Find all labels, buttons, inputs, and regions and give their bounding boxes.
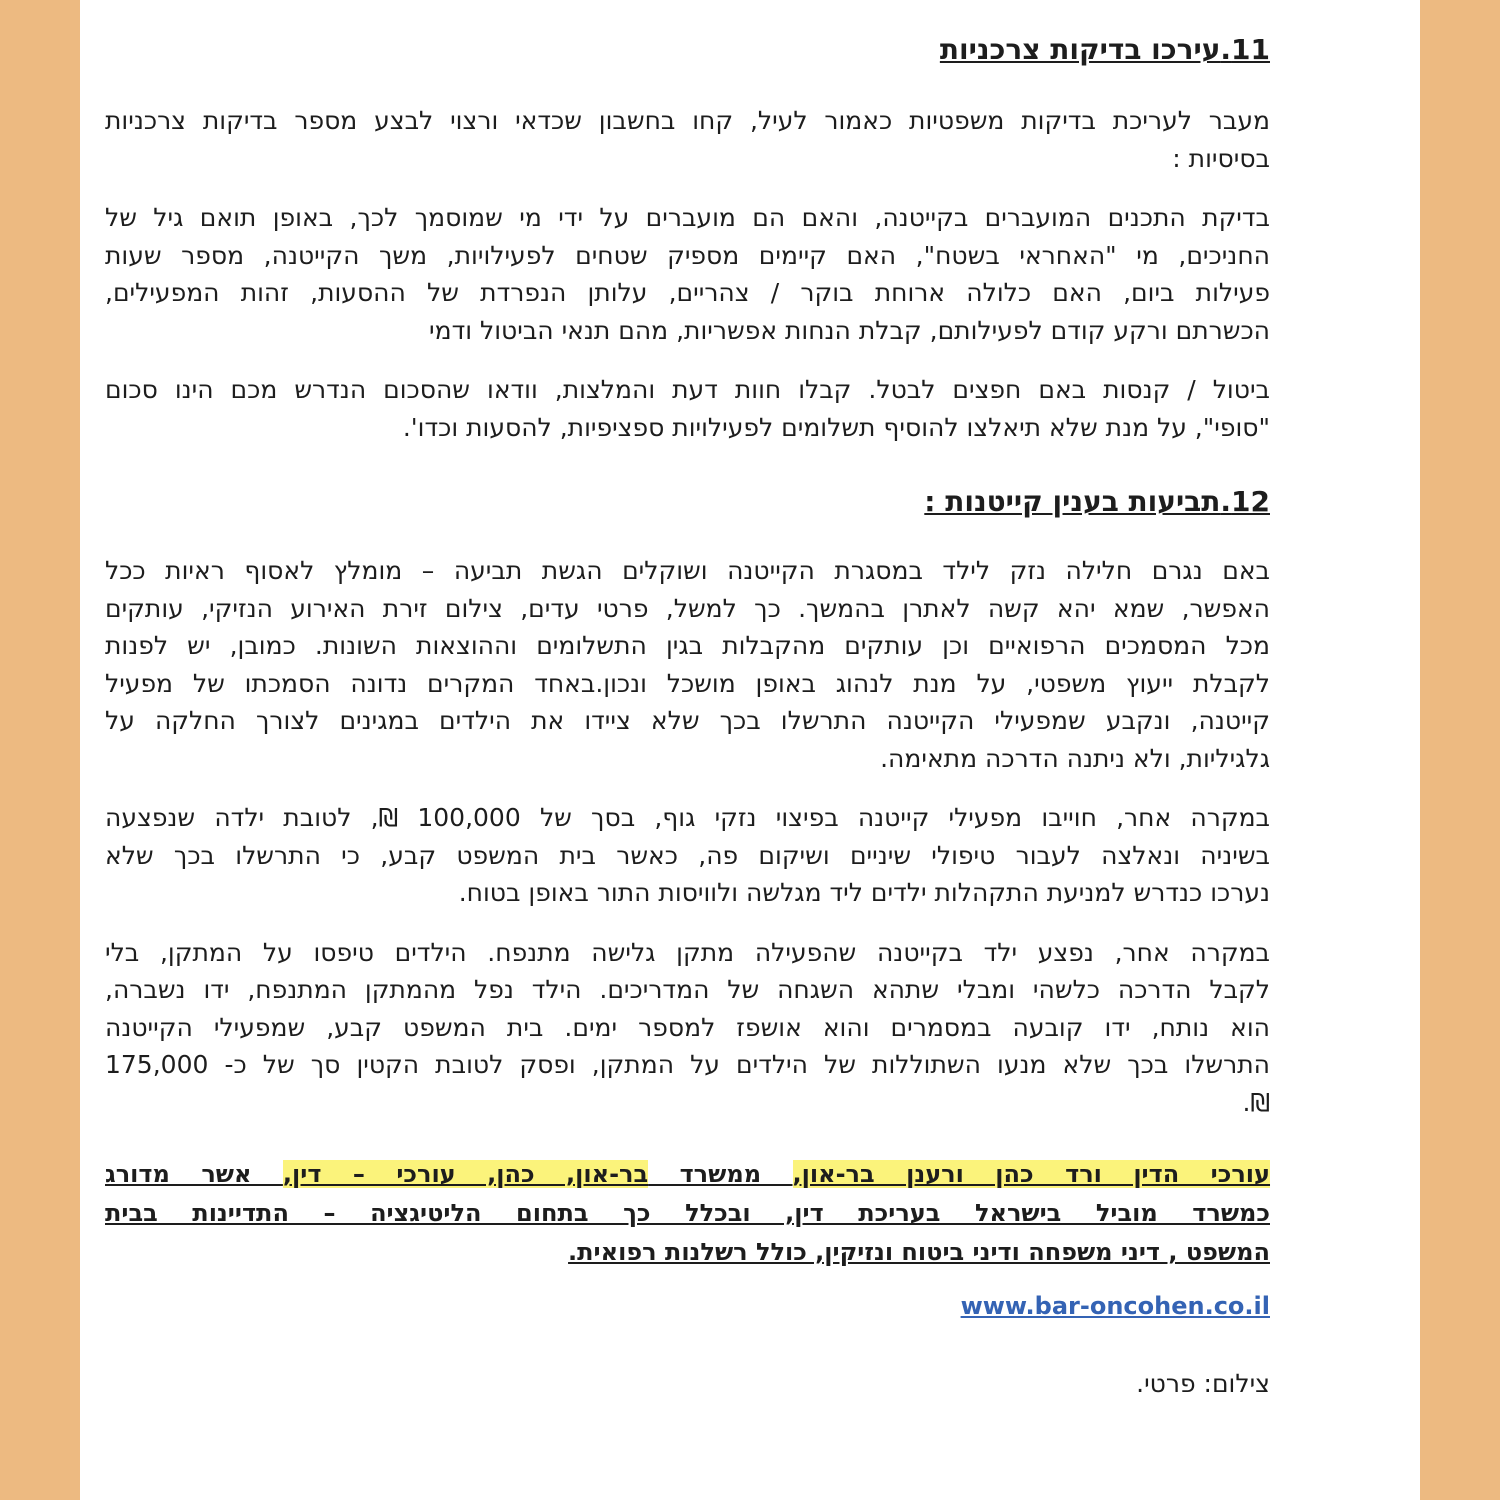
text-line: במקרה אחר, חוייבו מפעילי קייטנה בפיצוי נזקי גוף, בסך של 100,000 ₪, לטובת ילדה שנפצעה <box>105 803 1271 832</box>
about-the-firm <box>105 1155 1270 1272</box>
text-line: קייטנה, ונקבע שמפעילי הקייטנה התרשלו בכך שלא ציידו את הילדים במגינים לצורך החלקה על <box>105 706 1270 735</box>
about-text: אשר מדורג <box>105 1160 283 1188</box>
highlighted-firm-name: בר-און, כהן, עורכי – דין, <box>282 1160 649 1188</box>
section-12-heading <box>105 480 1270 524</box>
text-line: נערכו כנדרש למניעת התקהלות ילדים ליד מגלשה ולוויסות התור באופן בטוח. <box>458 878 1270 907</box>
about-line-2: כמשרד מוביל בישראל בעריכת דין, ובכלל כך בתחום הליטיגציה – התדיינות בבית <box>105 1199 1270 1227</box>
section-12-paragraph-1 <box>105 552 1270 777</box>
text-line: מעבר לעריכת בדיקות משפטיות כאמור לעיל, קחו בחשבון שכדאי ורצוי לבצע מספר בדיקות צרכניות <box>105 106 1270 135</box>
section-11-number: 11. <box>1220 33 1270 66</box>
text-line: בסיסיות : <box>1172 143 1270 173</box>
text-line: בדיקת התכנים המועברים בקייטנה, והאם הם מועברים על ידי מי שמוסמך לכך, באופן תואם גיל של <box>105 203 1270 232</box>
text-line: מכל המסמכים הרפואיים וכן עותקים מהקבלות בגין התשלומים וההוצאות השונות. כמובן, יש לפנות <box>105 631 1270 660</box>
text-line: גלגיליות, ולא ניתנה הדרכה מתאימה. <box>880 743 1270 773</box>
text-line: הוא נותח, ידו קובעה במסמרים והוא אושפז למספר ימים. בית המשפט קבע, שמפעילי הקייטנה <box>105 1012 1270 1042</box>
text-line: במקרה אחר, נפצע ילד בקייטנה שהפעילה מתקן גלישה מתנפח. הילדים טיפסו על המתקן, בלי <box>105 937 1270 967</box>
text-line: האפשר, שמא יהא קשה לאתרן בהמשך. כך למשל, פרטי עדים, צילום זירת האירוע הנזיקי, עותקים <box>105 593 1270 623</box>
section-11-paragraph-2 <box>105 199 1270 349</box>
section-11-heading <box>105 28 1270 72</box>
highlighted-lawyer-names: עורכי הדין ורד כהן ורענן בר-און, <box>792 1160 1271 1188</box>
about-text: ממשרד <box>648 1160 793 1188</box>
text-line: התרשלו בכך שלא מנעו השתוללות של הילדים על המתקן, ופסק לטובת הקטין סך של כ- 175,000 <box>105 1050 1270 1079</box>
website-link[interactable]: www.bar-oncohen.co.il <box>960 1292 1270 1320</box>
article-content <box>105 28 1270 1404</box>
text-line: בשיניה ונאלצה לעבור טיפולי שיניים ושיקום פה, כאשר בית המשפט קבע, כי התרשלו בכך שלא <box>105 840 1270 870</box>
text-line: החניכים, מי "האחראי בשטח", האם קיימים מספיק שטחים לפעילויות, משך הקייטנה, מספר שעות <box>105 240 1270 270</box>
text-line: באם נגרם חלילה נזק לילד במסגרת הקייטנה ושוקלים הגשת תביעה – מומלץ לאסוף ראיות ככל <box>105 556 1270 585</box>
section-11-paragraph-3 <box>105 371 1270 446</box>
text-line: ₪. <box>1242 1087 1270 1117</box>
text-line: פעילות ביום, האם כלולה ארוחת בוקר / צהריים, עלותן הנפרדת של ההסעות, זהות המפעילים, <box>105 278 1270 307</box>
text-line: "סופי", על מנת שלא תיאלצו להוסיף תשלומים לפעילויות ספציפיות, להסעות וכדו'. <box>402 412 1270 442</box>
section-12-paragraph-3 <box>105 934 1270 1122</box>
text-line: לקבלת ייעוץ משפטי, על מנת לנהוג באופן מושכל ונכון.באחד המקרים נדונה הסמכתו של מפעיל <box>105 668 1270 698</box>
text-line: ביטול / קנסות באם חפצים לבטל. קבלו חוות דעת והמלצות, וודאו שהסכום הנדרש מכם הינו סכום <box>105 375 1270 404</box>
section-12-title: תביעות בענין קייטנות : <box>924 485 1221 518</box>
section-11-title: עירכו בדיקות צרכניות <box>939 33 1221 66</box>
section-11-paragraph-1 <box>105 102 1270 177</box>
about-line-3: המשפט , דיני משפחה ודיני ביטוח ונזיקין, כולל רשלנות רפואית. <box>568 1238 1270 1266</box>
photo-credit: צילום: פרטי. <box>1136 1369 1270 1398</box>
text-line: לקבל הדרכה כלשהי ומבלי שתהא השגחה של המדריכים. הילד נפל מהמתקן המתנפח, ידו נשברה, <box>105 975 1270 1004</box>
text-line: הכשרתם ורקע קודם לפעילותם, קבלת הנחות אפשריות, מהם תנאי הביטול ודמי <box>429 315 1270 345</box>
about-line-1 <box>105 1155 1270 1194</box>
section-12-number: 12. <box>1220 485 1270 518</box>
section-12-paragraph-2 <box>105 799 1270 912</box>
document-page <box>80 0 1420 1500</box>
